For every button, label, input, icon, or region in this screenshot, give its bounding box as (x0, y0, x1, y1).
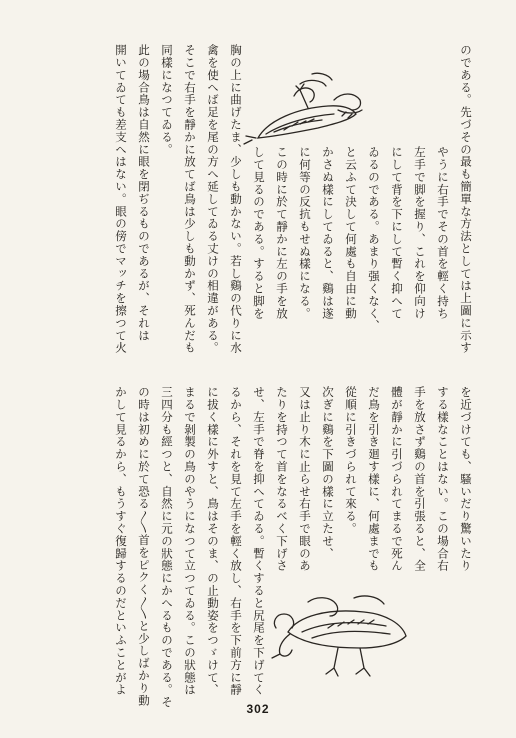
upper-text-column-14: 同樣になつてゐる。 (160, 44, 174, 156)
lower-text-column-8: 又は止り木に止らせ右手で眼のあ (298, 386, 312, 572)
upper-text-column-7: かさぬ樣にしてゐると、鷄は遂 (321, 146, 335, 320)
upper-text-column-5: ゐるのである。あまり强くなく、 (367, 146, 381, 332)
upper-text-column-11: 胸の上に曲げたま、少しも動かない。若し鷄の代りに水 (229, 44, 243, 354)
lower-text-column-6: 從順に引きづられて來る。 (344, 386, 358, 535)
lower-text-column-5: だ鳥を引き廻す樣に、何處までも (367, 386, 381, 572)
lower-text-column-9: たりを持つて首をなるべく下げさ (275, 386, 289, 572)
upper-text-column-2: やうに右手でその首を輕く持ち (436, 146, 450, 320)
upper-text-column-10: して見るのである。すると脚を (252, 146, 266, 320)
lower-text-column-1: を近づけても、騷いだり驚いたり (459, 386, 473, 572)
upper-text-column-4: にして背を下にして暫く抑へて (390, 146, 404, 320)
lower-text-column-2: する樣なことはない。この場合右 (436, 386, 450, 572)
figure-bird-held-on-back (238, 70, 370, 152)
upper-text-column-1: のである。先づその最も簡單な方法としては上圖に示す (459, 44, 473, 354)
upper-text-column-3: 左手で脚を握り、これを仰向け (413, 146, 427, 320)
upper-text-column-13: そこで右手を靜かに放てば鳥は少しも動かず、死んだも (183, 44, 197, 354)
lower-text-column-14: 三四分も經つと、自然に元の狀態にかへるものである。そ (160, 386, 174, 709)
lower-text-column-7: 次ぎに鷄を下圖の樣に立たせ、 (321, 386, 335, 560)
lower-text-column-16: かして見るから、もうすぐ復歸するのだといふことがよ (114, 386, 128, 696)
upper-text-column-16: 開いてゐても差支へはない。眼の傍でマッチを擦つて火 (114, 44, 128, 354)
upper-text-column-6: と云ふて決して何處も自由に動 (344, 146, 358, 320)
lower-text-column-13: まるで剝製の鳥のやうになつて立つてゐる。この狀態は (183, 386, 197, 696)
figure-bird-standing-head-down (268, 592, 416, 678)
lower-text-column-11: るから、それを見て左手を輕く放し、右手を下前方に靜 (229, 386, 243, 696)
upper-text-column-9: この時に於て靜かに左の手を放 (275, 146, 289, 320)
upper-text-column-15: 此の場合鳥は自然に眼を閉ぢるものであるが、それは (137, 44, 151, 342)
lower-text-column-15: の時は初めに於て恐る〱首をピクく〱と少しばかり動 (137, 386, 151, 707)
page-number: 302 (246, 702, 270, 716)
lower-text-column-12: に拔く樣に外すと、鳥はそのま、の止動姿をつゞけて、 (206, 386, 220, 696)
lower-text-column-3: 手を放さず鷄の首を引張ると、全 (413, 386, 427, 572)
lower-text-column-4: 體が靜かに引づられてまるで死ん (390, 386, 404, 572)
lower-text-column-10: せ、左手で脊を抑へてゐる。暫くすると尻尾を下げてく (252, 386, 266, 696)
upper-text-column-12: 禽を使へば足を尾の方へ延してゐる丈けの相違がある。 (206, 44, 220, 354)
upper-text-column-8: に何等の反抗もせぬ樣になる。 (298, 146, 312, 320)
